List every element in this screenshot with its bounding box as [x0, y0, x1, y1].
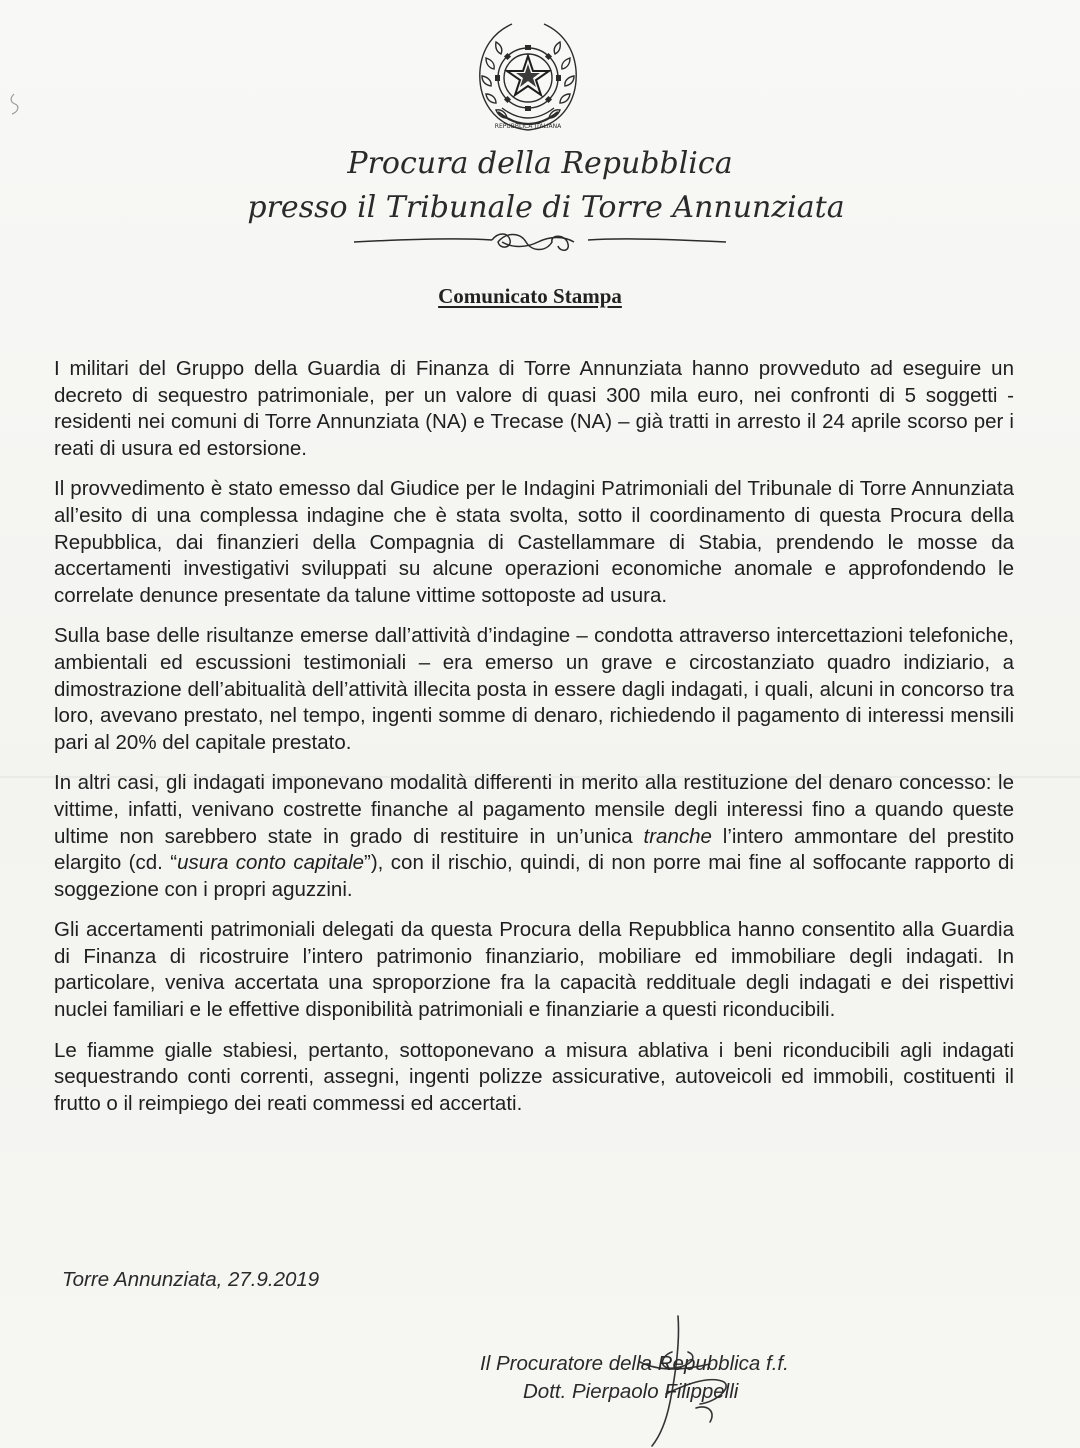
signature-block [480, 1350, 789, 1406]
paragraph-3: Sulla base delle risultanze emerse dall’attività d’indagine – condotta attraverso intercettazioni telefoniche, ambientali ed escussioni testimoniali – era emerso un grave e circostanziato quadro indiziario, a dimostrazione dell’abitualità dell’attività illecita posta in essere dagli indagati, i quali, alcuni in concorso tra loro, avevano prestato, nel tempo, ingenti somme di denaro, richiedendo il pagamento di interessi mensili pari al 20% del capitale prestato. [54, 624, 1014, 754]
paragraph-2: Il provvedimento è stato emesso dal Giudice per le Indagini Patrimoniali del Tribunale di Torre Annunziata all’esito di una complessa indagine che è stata svolta, sotto il coordinamento di questa Procura della Repubblica, dai finanzieri della Compagnia di Castellammare di Stabia, prendendo le mosse da accertamenti investigativi sviluppati su alcune operazioni economiche anomale e approfondendo le correlate denunce presentate da talune vittime sottoposte ad usura. [54, 477, 1014, 607]
office-name-line-1: Procura della Repubblica [347, 146, 733, 181]
paragraph-4-part-2: l’intero ammontare del prestito elargito (cd. “ [54, 824, 1014, 875]
pencil-mark-icon [6, 92, 28, 116]
ornamental-divider [352, 226, 728, 254]
document-title [300, 284, 760, 309]
paragraph-4-italic-usura: usura conto capitale [177, 851, 365, 875]
paragraph-4 [54, 770, 1014, 903]
paragraph-4-part-1: In altri casi, gli indagati imponevano modalità differenti in merito alla restituzione del denaro concesso: le vittime, infatti, venivano costrette finanche al pagamento mensile degli interessi fino a quando queste ultime non sarebbero state in grado di restituire in un’unica [54, 771, 1014, 848]
signatory-name: Dott. Pierpaolo Filippelli [523, 1380, 739, 1403]
paragraph-5: Gli accertamenti patrimoniali delegati da questa Procura della Repubblica hanno consentito alla Guardia di Finanza di ricostruire l’intero patrimonio finanziario, mobiliare ed immobiliare degli indagati. In particolare, veniva accertata una sproporzione fra la capacità reddituale degli indagati e dei rispettivi nuclei familiari e le effettive disponibilità patrimoniali e finanziarie a questi riconducibili. [54, 918, 1014, 1022]
paragraph-4-part-3: ”), con il rischio, quindi, di non porre mai fine al soffocante rapporto di soggezione con i propri aguzzini. [54, 851, 1014, 901]
paragraph-6: Le fiamme gialle stabiesi, pertanto, sottoponevano a misura ablativa i beni riconducibili agli indagati sequestrando conti correnti, assegni, ingenti polizze assicurative, autoveicoli ed immobili, costituenti il frutto o il reimpiego dei reati commessi ed accertati. [54, 1038, 1014, 1115]
office-name-line-2: presso il Tribunale di Torre Annunziata [247, 190, 845, 225]
document-title-text: Comunicato Stampa [438, 284, 622, 308]
paragraph-1: I militari del Gruppo della Guardia di Finanza di Torre Annunziata hanno provveduto ad eseguire un decreto di sequestro patrimoniale, per un valore di quasi 300 mila euro, nei confronti di 5 soggetti - residenti nei comuni di Torre Annunziata (NA) e Trecase (NA) – già tratti in arresto il 24 aprile scorso per i reati di usura ed estorsione. [54, 357, 1014, 460]
emblem-ribbon-text: REPUBBLICA ITALIANA [494, 123, 562, 130]
paragraph-4-italic-tranche: tranche [643, 824, 712, 848]
place-and-date: Torre Annunziata, 27.9.2019 [62, 1268, 320, 1291]
signatory-role: Il Procuratore della Repubblica f.f. [480, 1352, 789, 1375]
repubblica-italiana-emblem-icon [472, 18, 584, 136]
press-release-body [54, 356, 1014, 1131]
